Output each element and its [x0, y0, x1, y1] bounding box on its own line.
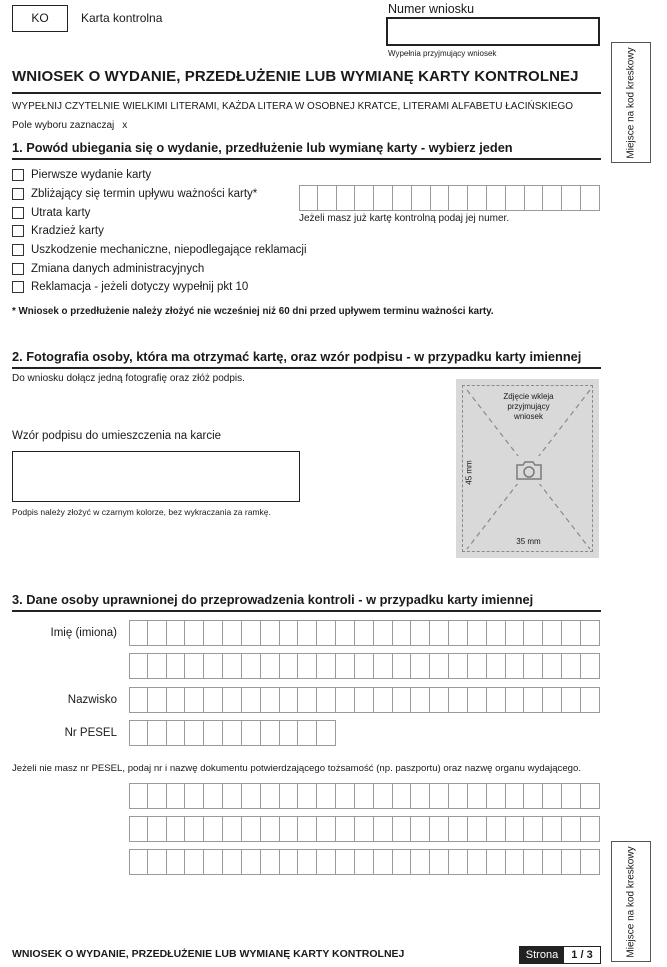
option-label: Kradzież karty	[31, 224, 104, 237]
char-cell[interactable]	[449, 653, 468, 679]
char-cell[interactable]	[223, 687, 242, 713]
pesel-grid[interactable]	[129, 720, 336, 746]
char-cell[interactable]	[204, 783, 223, 809]
char-cell[interactable]	[374, 816, 393, 842]
reason-option[interactable]	[12, 242, 307, 257]
char-cell[interactable]	[393, 816, 412, 842]
char-cell[interactable]	[581, 653, 600, 679]
char-cell[interactable]	[468, 620, 487, 646]
char-cell[interactable]	[487, 783, 506, 809]
page-label: Strona	[520, 947, 564, 963]
char-cell[interactable]	[562, 653, 581, 679]
char-cell[interactable]	[223, 816, 242, 842]
checkbox[interactable]	[12, 225, 24, 237]
char-cell[interactable]	[223, 620, 242, 646]
card-number-hint: Jeżeli masz już kartę kontrolną podaj jej numer.	[299, 213, 510, 224]
char-cell[interactable]	[524, 849, 543, 875]
char-cell[interactable]	[204, 849, 223, 875]
char-cell[interactable]	[524, 783, 543, 809]
selection-mark: x	[122, 120, 128, 131]
char-cell[interactable]	[204, 620, 223, 646]
checkbox[interactable]	[12, 207, 24, 219]
footer-title: WNIOSEK O WYDANIE, PRZEDŁUŻENIE LUB WYMIANĘ KARTY KONTROLNEJ	[12, 948, 405, 960]
char-cell[interactable]	[411, 620, 430, 646]
char-cell[interactable]	[506, 687, 525, 713]
digit-cell[interactable]	[129, 720, 148, 746]
char-cell[interactable]	[393, 783, 412, 809]
char-cell[interactable]	[449, 185, 468, 211]
char-cell[interactable]	[185, 687, 204, 713]
char-cell[interactable]	[280, 783, 299, 809]
section3-title: 3. Dane osoby uprawnionej do przeprowadzenia kontroli - w przypadku karty imiennej	[12, 592, 534, 607]
char-cell[interactable]	[506, 185, 525, 211]
char-cell[interactable]	[468, 687, 487, 713]
char-cell[interactable]	[129, 620, 148, 646]
checkbox[interactable]	[12, 188, 24, 200]
char-cell[interactable]	[581, 687, 600, 713]
char-cell[interactable]	[148, 653, 167, 679]
char-cell[interactable]	[148, 620, 167, 646]
char-cell[interactable]	[223, 653, 242, 679]
char-cell[interactable]	[299, 185, 318, 211]
char-cell[interactable]	[525, 185, 544, 211]
char-cell[interactable]	[543, 783, 562, 809]
digit-cell[interactable]	[298, 720, 317, 746]
char-cell[interactable]	[393, 653, 412, 679]
char-cell[interactable]	[280, 653, 299, 679]
char-cell[interactable]	[355, 816, 374, 842]
last-name-grid[interactable]	[129, 687, 600, 713]
char-cell[interactable]	[129, 687, 148, 713]
option-label: Zbliżający się termin upływu ważności karty*	[31, 187, 258, 200]
char-cell[interactable]	[129, 816, 148, 842]
char-cell[interactable]	[468, 849, 487, 875]
digit-cell[interactable]	[148, 720, 167, 746]
char-cell[interactable]	[487, 849, 506, 875]
photo-intro: Do wniosku dołącz jedną fotografię oraz złóż podpis.	[12, 373, 245, 384]
char-cell[interactable]	[298, 816, 317, 842]
char-cell[interactable]	[543, 816, 562, 842]
digit-cell[interactable]	[204, 720, 223, 746]
application-number-hint: Wypełnia przyjmujący wniosek	[388, 49, 497, 58]
section2-rule	[12, 367, 601, 369]
char-cell[interactable]	[487, 185, 506, 211]
char-cell[interactable]	[355, 783, 374, 809]
title-rule	[12, 92, 601, 94]
char-cell[interactable]	[261, 816, 280, 842]
char-cell[interactable]	[317, 783, 336, 809]
char-cell[interactable]	[337, 185, 356, 211]
application-number-label: Numer wniosku	[388, 2, 475, 16]
char-cell[interactable]	[261, 687, 280, 713]
char-cell[interactable]	[261, 849, 280, 875]
char-cell[interactable]	[524, 620, 543, 646]
option-label: Pierwsze wydanie karty	[31, 168, 152, 181]
photo-height-label: 45 mm	[464, 460, 474, 485]
char-cell[interactable]	[430, 783, 449, 809]
char-cell[interactable]	[167, 849, 186, 875]
digit-cell[interactable]	[167, 720, 186, 746]
char-cell[interactable]	[317, 687, 336, 713]
digit-cell[interactable]	[242, 720, 261, 746]
char-cell[interactable]	[524, 687, 543, 713]
char-cell[interactable]	[280, 816, 299, 842]
char-cell[interactable]	[524, 816, 543, 842]
char-cell[interactable]	[374, 653, 393, 679]
signature-hint: Podpis należy złożyć w czarnym kolorze, bez wykraczania za ramkę.	[12, 507, 271, 517]
photo-width-label: 35 mm	[516, 537, 541, 546]
char-cell[interactable]	[185, 816, 204, 842]
char-cell[interactable]	[468, 185, 487, 211]
char-cell[interactable]	[430, 653, 449, 679]
digit-cell[interactable]	[185, 720, 204, 746]
char-cell[interactable]	[449, 620, 468, 646]
char-cell[interactable]	[223, 783, 242, 809]
photo-area	[456, 379, 599, 558]
char-cell[interactable]	[468, 816, 487, 842]
char-cell[interactable]	[430, 687, 449, 713]
char-cell[interactable]	[148, 687, 167, 713]
extension-note: * Wniosek o przedłużenie należy złożyć nie wcześniej niż 60 dni przed upływem terminu ważności karty.	[12, 306, 494, 317]
char-cell[interactable]	[355, 849, 374, 875]
signature-label: Wzór podpisu do umieszczenia na karcie	[12, 430, 222, 442]
char-cell[interactable]	[506, 653, 525, 679]
char-cell[interactable]	[129, 849, 148, 875]
reason-option[interactable]	[12, 167, 151, 182]
char-cell[interactable]	[185, 783, 204, 809]
char-cell[interactable]	[148, 849, 167, 875]
char-cell[interactable]	[317, 849, 336, 875]
application-number-field[interactable]	[386, 17, 600, 46]
char-cell[interactable]	[298, 620, 317, 646]
char-cell[interactable]	[487, 687, 506, 713]
char-cell[interactable]	[543, 185, 562, 211]
char-cell[interactable]	[242, 849, 261, 875]
char-cell[interactable]	[185, 849, 204, 875]
char-cell[interactable]	[506, 849, 525, 875]
char-cell[interactable]	[261, 783, 280, 809]
first-name-label: Imię (imiona)	[50, 627, 117, 639]
char-cell[interactable]	[468, 653, 487, 679]
char-cell[interactable]	[449, 687, 468, 713]
char-cell[interactable]	[581, 849, 600, 875]
char-cell[interactable]	[562, 849, 581, 875]
char-cell[interactable]	[261, 620, 280, 646]
checkbox[interactable]	[12, 281, 24, 293]
char-cell[interactable]	[374, 687, 393, 713]
char-cell[interactable]	[129, 783, 148, 809]
char-cell[interactable]	[543, 849, 562, 875]
reason-option[interactable]	[12, 223, 104, 238]
selection-hint-text: Pole wyboru zaznaczaj	[12, 120, 115, 131]
char-cell[interactable]	[280, 620, 299, 646]
char-cell[interactable]	[430, 816, 449, 842]
char-cell[interactable]	[355, 653, 374, 679]
photo-frame	[462, 385, 593, 552]
selection-hint	[12, 120, 127, 131]
barcode-area-top	[611, 42, 651, 163]
char-cell[interactable]	[393, 687, 412, 713]
char-cell[interactable]	[355, 620, 374, 646]
char-cell[interactable]	[543, 687, 562, 713]
char-cell[interactable]	[204, 687, 223, 713]
char-cell[interactable]	[411, 783, 430, 809]
first-name-grid-2[interactable]	[129, 653, 600, 679]
id-document-grid-1[interactable]	[129, 783, 600, 809]
char-cell[interactable]	[411, 816, 430, 842]
reason-option[interactable]	[12, 186, 257, 201]
char-cell[interactable]	[298, 849, 317, 875]
id-document-grid-3[interactable]	[129, 849, 600, 875]
section2-title: 2. Fotografia osoby, która ma otrzymać kartę, oraz wzór podpisu - w przypadku karty imiennej	[12, 349, 582, 364]
char-cell[interactable]	[562, 783, 581, 809]
char-cell[interactable]	[204, 816, 223, 842]
char-cell[interactable]	[449, 849, 468, 875]
char-cell[interactable]	[167, 653, 186, 679]
char-cell[interactable]	[506, 783, 525, 809]
char-cell[interactable]	[317, 653, 336, 679]
option-label: Zmiana danych administracyjnych	[31, 262, 205, 275]
char-cell[interactable]	[242, 620, 261, 646]
char-cell[interactable]	[185, 620, 204, 646]
checkbox[interactable]	[12, 244, 24, 256]
section1-title: 1. Powód ubiegania się o wydanie, przedłużenie lub wymianę karty - wybierz jeden	[12, 140, 513, 155]
no-pesel-hint: Jeżeli nie masz nr PESEL, podaj nr i nazwę dokumentu potwierdzającego tożsamość (np. paszportu) oraz nazwę organu wydającego.	[12, 763, 582, 774]
char-cell[interactable]	[430, 620, 449, 646]
barcode-label: Miejsce na kod kreskowy	[625, 845, 637, 958]
char-cell[interactable]	[298, 687, 317, 713]
form-title: WNIOSEK O WYDANIE, PRZEDŁUŻENIE LUB WYMIANĘ KARTY KONTROLNEJ	[12, 68, 579, 85]
char-cell[interactable]	[487, 816, 506, 842]
char-cell[interactable]	[298, 783, 317, 809]
char-cell[interactable]	[336, 687, 355, 713]
char-cell[interactable]	[317, 620, 336, 646]
char-cell[interactable]	[468, 783, 487, 809]
char-cell[interactable]	[581, 185, 600, 211]
char-cell[interactable]	[261, 653, 280, 679]
char-cell[interactable]	[336, 849, 355, 875]
reason-option[interactable]	[12, 205, 90, 220]
char-cell[interactable]	[562, 620, 581, 646]
char-cell[interactable]	[374, 849, 393, 875]
char-cell[interactable]	[185, 653, 204, 679]
digit-cell[interactable]	[261, 720, 280, 746]
char-cell[interactable]	[336, 816, 355, 842]
char-cell[interactable]	[411, 653, 430, 679]
digit-cell[interactable]	[223, 720, 242, 746]
char-cell[interactable]	[449, 816, 468, 842]
barcode-label: Miejsce na kod kreskowy	[625, 46, 637, 159]
char-cell[interactable]	[242, 783, 261, 809]
char-cell[interactable]	[506, 620, 525, 646]
char-cell[interactable]	[336, 653, 355, 679]
pesel-label: Nr PESEL	[64, 727, 117, 739]
char-cell[interactable]	[524, 653, 543, 679]
section3-rule	[12, 610, 601, 612]
checkbox[interactable]	[12, 169, 24, 181]
char-cell[interactable]	[393, 185, 412, 211]
char-cell[interactable]	[449, 783, 468, 809]
option-label: Utrata karty	[31, 206, 91, 219]
char-cell[interactable]	[204, 653, 223, 679]
char-cell[interactable]	[506, 816, 525, 842]
char-cell[interactable]	[374, 620, 393, 646]
char-cell[interactable]	[393, 849, 412, 875]
char-cell[interactable]	[393, 620, 412, 646]
char-cell[interactable]	[562, 687, 581, 713]
char-cell[interactable]	[543, 653, 562, 679]
char-cell[interactable]	[167, 783, 186, 809]
char-cell[interactable]	[411, 849, 430, 875]
char-cell[interactable]	[487, 620, 506, 646]
char-cell[interactable]	[355, 185, 374, 211]
char-cell[interactable]	[167, 687, 186, 713]
char-cell[interactable]	[167, 620, 186, 646]
digit-cell[interactable]	[317, 720, 336, 746]
char-cell[interactable]	[148, 783, 167, 809]
char-cell[interactable]	[318, 185, 337, 211]
camera-icon	[514, 458, 544, 482]
char-cell[interactable]	[223, 849, 242, 875]
char-cell[interactable]	[562, 185, 581, 211]
char-cell[interactable]	[581, 816, 600, 842]
fill-instruction: WYPEŁNIJ CZYTELNIE WIELKIMI LITERAMI, KAŻDA LITERA W OSOBNEJ KRATCE, LITERAMI ALFABETU ŁACIŃSKIEGO	[12, 101, 574, 112]
card-number-grid[interactable]	[299, 185, 600, 211]
last-name-label: Nazwisko	[67, 694, 117, 706]
char-cell[interactable]	[167, 816, 186, 842]
char-cell[interactable]	[411, 687, 430, 713]
char-cell[interactable]	[562, 816, 581, 842]
char-cell[interactable]	[581, 620, 600, 646]
char-cell[interactable]	[374, 783, 393, 809]
reason-option[interactable]	[12, 279, 248, 294]
char-cell[interactable]	[298, 653, 317, 679]
char-cell[interactable]	[129, 653, 148, 679]
char-cell[interactable]	[242, 816, 261, 842]
char-cell[interactable]	[487, 653, 506, 679]
section1-rule	[12, 158, 601, 160]
char-cell[interactable]	[242, 653, 261, 679]
char-cell[interactable]	[148, 816, 167, 842]
checkbox[interactable]	[12, 263, 24, 275]
digit-cell[interactable]	[280, 720, 299, 746]
page-indicator	[519, 946, 601, 964]
photo-hint: Zdjęcie wkleja przyjmujący wniosek	[503, 392, 554, 421]
form-code-box: KO	[12, 5, 68, 32]
option-label: Reklamacja - jeżeli dotyczy wypełnij pkt 10	[31, 280, 249, 293]
char-cell[interactable]	[242, 687, 261, 713]
char-cell[interactable]	[317, 816, 336, 842]
char-cell[interactable]	[355, 687, 374, 713]
first-name-grid-1[interactable]	[129, 620, 600, 646]
char-cell[interactable]	[336, 783, 355, 809]
barcode-area-bottom	[611, 841, 651, 962]
char-cell[interactable]	[431, 185, 450, 211]
page-value: 1 / 3	[571, 949, 593, 961]
char-cell[interactable]	[430, 849, 449, 875]
char-cell[interactable]	[412, 185, 431, 211]
form-name: Karta kontrolna	[81, 11, 163, 25]
char-cell[interactable]	[543, 620, 562, 646]
char-cell[interactable]	[280, 687, 299, 713]
signature-box[interactable]	[12, 451, 300, 502]
option-label: Uszkodzenie mechaniczne, niepodlegające reklamacji	[31, 243, 307, 256]
char-cell[interactable]	[581, 783, 600, 809]
char-cell[interactable]	[374, 185, 393, 211]
reason-option[interactable]	[12, 261, 204, 276]
id-document-grid-2[interactable]	[129, 816, 600, 842]
char-cell[interactable]	[280, 849, 299, 875]
char-cell[interactable]	[336, 620, 355, 646]
